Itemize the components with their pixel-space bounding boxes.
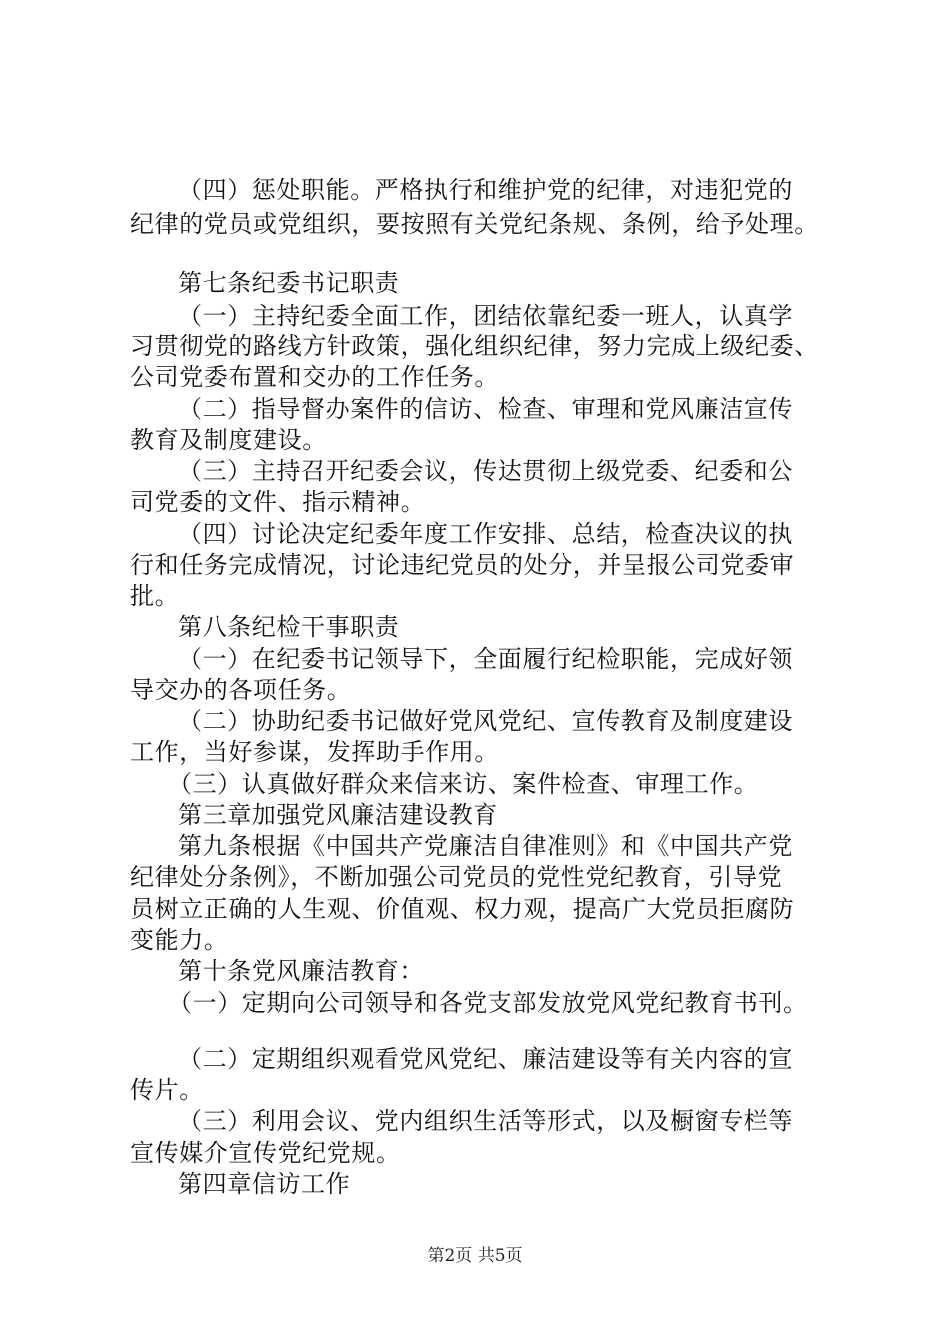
paragraph-line-20: 员树立正确的人生观、价值观、权力观，提高广大党员拒腐防	[130, 895, 795, 923]
paragraph-line-18: 第九条根据《中国共产党廉洁自律准则》和《中国共产党	[178, 832, 793, 860]
paragraph-line-22: （一）定期向公司领导和各党支部发放党风党纪教育书刊。	[168, 989, 808, 1017]
page-number-footer: 第2页 共5页	[427, 1246, 523, 1266]
paragraph-line-23: （二）定期组织观看党风党纪、廉洁建设等有关内容的宣	[178, 1045, 793, 1073]
paragraph-line-4: 习贯彻党的路线方针政策，强化组织纪律，努力完成上级纪委、	[130, 332, 819, 360]
paragraph-line-15: （二）协助纪委书记做好党风党纪、宣传教育及制度建设	[178, 707, 793, 735]
paragraph-line-1: （四）惩处职能。严格执行和维护党的纪律，对违犯党的	[178, 176, 793, 204]
paragraph-line-21: 变能力。	[130, 926, 229, 954]
chapter-heading-4: 第四章信访工作	[178, 1170, 351, 1198]
section-heading-article-10: 第十条党风廉洁教育：	[178, 957, 424, 985]
section-heading-article-8: 第八条纪检干事职责	[178, 613, 400, 641]
paragraph-line-8: （三）主持召开纪委会议，传达贯彻上级党委、纪委和公	[178, 457, 793, 485]
paragraph-line-3: （一）主持纪委全面工作，团结依靠纪委一班人，认真学	[178, 302, 793, 330]
section-heading-article-7: 第七条纪委书记职责	[178, 269, 400, 297]
paragraph-line-9: 司党委的文件、指示精神。	[130, 488, 426, 516]
chapter-heading-3: 第三章加强党风廉洁建设教育	[178, 801, 498, 829]
paragraph-line-2: 纪律的党员或党组织，要按照有关党纪条规、条例，给予处理。	[130, 210, 819, 238]
paragraph-line-24: 传片。	[130, 1076, 204, 1104]
paragraph-line-25: （三）利用会议、党内组织生活等形式，以及橱窗专栏等	[178, 1107, 793, 1135]
paragraph-line-26: 宣传媒介宣传党纪党规。	[130, 1139, 401, 1167]
paragraph-line-16: 工作，当好参谋，发挥助手作用。	[130, 738, 499, 766]
paragraph-line-11: 行和任务完成情况，讨论违纪党员的处分，并呈报公司党委审	[130, 551, 795, 579]
paragraph-line-19: 纪律处分条例》，不断加强公司党员的党性党纪教育，引导党	[130, 863, 783, 891]
paragraph-line-17: （三）认真做好群众来信来访、案件检查、审理工作。	[168, 770, 759, 798]
paragraph-line-10: （四）讨论决定纪委年度工作安排、总结，检查决议的执	[178, 520, 793, 548]
paragraph-line-6: （二）指导督办案件的信访、检查、审理和党风廉洁宣传	[178, 395, 793, 423]
paragraph-line-14: 导交办的各项任务。	[130, 676, 352, 704]
paragraph-line-7: 教育及制度建设。	[130, 426, 327, 454]
paragraph-line-12: 批。	[130, 582, 180, 610]
paragraph-line-13: （一）在纪委书记领导下，全面履行纪检职能，完成好领	[178, 645, 793, 673]
paragraph-line-5: 公司党委布置和交办的工作任务。	[130, 363, 499, 391]
